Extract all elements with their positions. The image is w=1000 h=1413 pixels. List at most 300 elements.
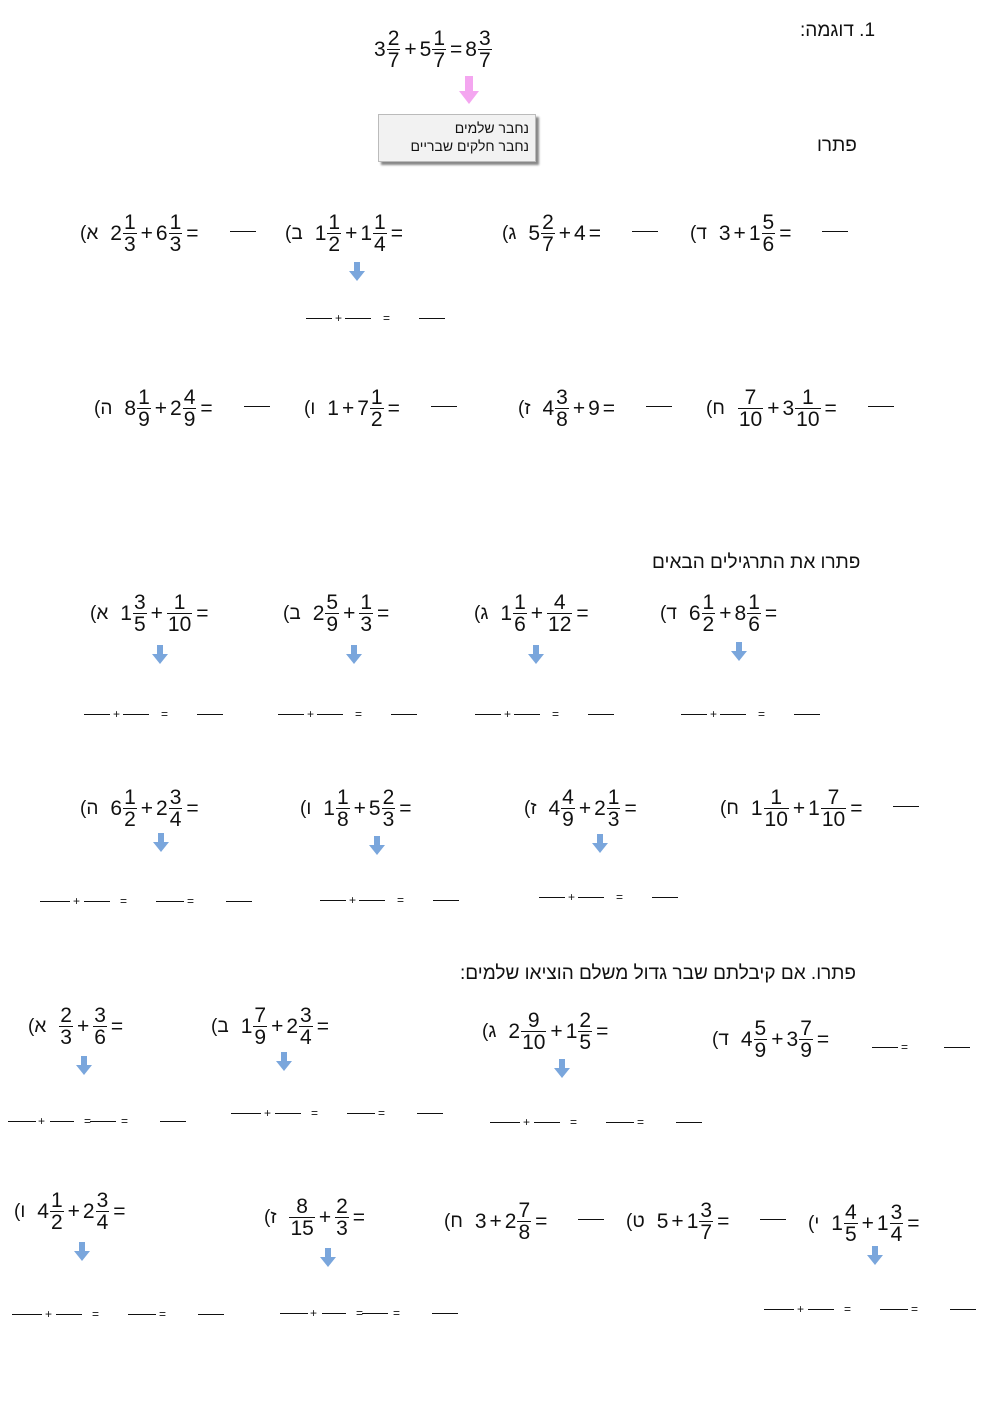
plus-sign: + [38,1114,46,1128]
answer-line [156,901,184,902]
answer-line [123,714,149,715]
work-line-s3j [764,1303,984,1317]
equals-sign: = [637,1115,645,1129]
whole-number: 1 [686,1209,699,1233]
denominator: 3 [382,808,395,831]
denominator: 3 [123,233,136,256]
plus-sign: + [341,396,355,420]
numerator: 1 [328,211,341,234]
s1-exercise-c [502,212,658,255]
plus-sign: + [318,1205,332,1229]
denominator: 4 [300,1026,312,1049]
s2-exercise-g [524,787,640,830]
whole-number: 1 [323,796,335,820]
equals-sign: = [588,221,601,245]
denominator: 4 [96,1211,109,1234]
plus-sign: + [558,221,572,245]
numerator: 2 [387,27,400,50]
denominator: 8 [556,408,568,431]
fraction [183,387,197,430]
s3-exercise-b [211,1005,332,1048]
denominator: 3 [60,1026,72,1049]
fraction [253,1005,267,1048]
answer-line [50,1121,74,1122]
whole-number: 4 [548,796,561,820]
equals-sign: = [200,396,213,420]
s1-exercise-d [690,212,848,255]
fraction [578,1010,592,1053]
whole-number: 2 [594,796,606,820]
plus-sign: + [572,396,586,420]
equals-sign: = [120,894,128,908]
whole-number: 3 [474,1209,487,1233]
fraction [325,592,339,635]
denominator: 7 [478,49,491,72]
answer-blank [230,231,256,232]
whole-number: 2 [504,1209,517,1233]
hint-arrow-icon [346,645,362,665]
numerator: 1 [169,211,182,234]
denominator: 7 [700,1221,713,1244]
numerator: 1 [702,591,715,614]
numerator: 7 [254,1004,267,1027]
denominator: 6 [514,613,526,636]
fraction [747,592,761,635]
answer-blank [632,231,658,232]
exercise-label: א) [90,602,109,624]
exercise-label: ה) [94,397,113,419]
plus-sign: + [67,1199,80,1223]
work-line-s2a [84,708,304,722]
equals-sign: = [758,707,766,721]
plus-sign: + [264,1106,272,1120]
fraction [521,1010,546,1053]
whole-number: 2 [312,601,325,625]
fraction [821,787,846,830]
section3-instruction: פתרו. אם קיבלתם שבר גדול משלם הוציאו שלמים: [460,963,857,984]
whole-number: 1 [750,796,763,820]
equals-sign: = [911,1302,919,1316]
fraction [133,592,147,635]
whole-number: 9 [588,396,600,420]
answer-line [347,1113,375,1114]
hint-arrow-icon [349,262,365,282]
numerator: 2 [60,1004,72,1027]
numerator: 4 [183,386,196,409]
s3-exercise-j [808,1202,923,1245]
equals-sign: = [844,1302,852,1316]
s3-exercise-d [712,1018,832,1061]
equals-sign: = [616,890,624,904]
denominator: 12 [548,613,572,636]
answer-line [280,1313,308,1314]
whole-number: 3 [718,221,731,245]
exercise-label: ו) [304,397,316,419]
work-line-s3c [490,1116,710,1130]
fraction [513,592,527,635]
work-line-s2c [475,708,695,722]
answer-line [720,714,746,715]
whole-number: 2 [156,796,168,820]
equals-sign: = [779,221,792,245]
denominator: 10 [522,1031,546,1054]
exercise-label: ג) [474,602,489,624]
denominator: 6 [748,613,760,636]
numerator: 1 [173,591,186,614]
denominator: 5 [133,613,146,636]
equals-sign: = [901,1040,909,1054]
numerator: 9 [527,1009,540,1032]
denominator: 9 [254,1026,267,1049]
numerator: 7 [744,386,757,409]
fraction [754,1018,768,1061]
whole-number: 4 [37,1199,49,1223]
fraction [547,592,572,635]
equals-sign: = [717,1209,730,1233]
numerator: 3 [96,1189,109,1212]
hint-arrow-icon [74,1242,90,1262]
equals-sign: = [570,1115,578,1129]
exercise-label: א) [28,1015,47,1037]
denominator: 2 [124,808,136,831]
hint-arrow-icon [320,1248,336,1268]
equals-sign: = [352,1205,366,1229]
answer-blank [244,406,270,407]
plus-sign: + [792,796,806,820]
answer-line [808,1309,834,1310]
whole-number: 8 [465,37,477,61]
work-line-s3g [280,1307,500,1321]
whole-number: 1 [876,1211,889,1235]
plus-sign: + [767,396,780,420]
exercise-label: ח) [706,397,725,419]
fraction [299,1005,313,1048]
answer-line [84,901,110,902]
answer-line [128,1314,156,1315]
hint-arrow-icon [867,1246,883,1266]
numerator: 3 [890,1201,903,1224]
numerator: 2 [382,786,395,809]
answer-line [490,1122,520,1123]
equals-sign: = [576,601,589,625]
numerator: 8 [296,1195,308,1218]
fraction [359,592,373,635]
answer-line [231,1113,261,1114]
fraction [93,1005,107,1048]
equals-sign: = [161,707,169,721]
denominator: 4 [169,808,182,831]
fraction [123,787,137,830]
note-line-1: נחבר שלמים [454,120,529,136]
numerator: 4 [844,1201,857,1224]
equals-sign: = [390,221,403,245]
s3-exercise-i [626,1200,786,1243]
answer-line [278,714,304,715]
whole-number: 6 [155,221,168,245]
equals-sign: = [397,893,405,907]
plus-sign: + [797,1302,805,1316]
plus-sign: + [113,707,121,721]
equals-sign: = [535,1209,548,1233]
exercise-label: א) [80,222,99,244]
hint-arrow-icon [152,645,168,665]
equals-sign: = [378,1106,386,1120]
denominator: 5 [579,1031,592,1054]
equals-sign: = [377,601,390,625]
answer-line [320,900,346,901]
answer-line [275,1113,301,1114]
equals-sign: = [356,1306,364,1320]
exercise-header [800,20,875,42]
whole-number: 1 [808,796,820,820]
numerator: 1 [370,386,383,409]
fraction [432,28,446,71]
s3-exercise-h [444,1200,604,1243]
numerator: 1 [433,27,446,50]
plus-sign: + [140,221,153,245]
denominator: 6 [762,233,775,256]
fraction [699,1200,713,1243]
numerator: 1 [770,786,783,809]
answer-line [588,714,614,715]
s2-exercise-b [283,592,392,635]
whole-number: 1 [748,221,761,245]
numerator: 1 [514,591,526,614]
equals-sign: = [824,396,837,420]
s1-exercise-a [80,212,256,255]
answer-line [606,1122,634,1123]
denominator: 2 [702,613,715,636]
whole-number: 2 [110,221,122,245]
fraction [561,787,575,830]
denominator: 6 [94,1026,106,1049]
numerator: 4 [553,591,566,614]
equals-sign: = [110,1014,124,1038]
plus-sign: + [150,601,163,625]
answer-line [359,900,385,901]
example-expression [374,28,493,71]
answer-line [417,1113,443,1114]
numerator: 1 [336,786,349,809]
denominator: 10 [796,408,820,431]
exercise-label: ו) [14,1200,26,1222]
denominator: 9 [183,408,196,431]
plus-sign: + [489,1209,502,1233]
fraction [702,592,716,635]
answer-line [84,714,110,715]
s3-exercise-f [14,1190,129,1233]
hint-arrow-icon [276,1052,292,1072]
answer-line [676,1122,702,1123]
answer-line [317,714,343,715]
equals-sign: = [159,1307,167,1321]
equals-sign: = [450,37,463,61]
numerator: 2 [542,211,554,234]
answer-line [40,901,70,902]
example-note [378,114,536,162]
equals-sign: = [92,1307,100,1321]
answer-line [12,1314,42,1315]
plus-sign: + [771,1027,784,1051]
answer-line [794,714,820,715]
denominator: 3 [360,613,373,636]
s2-exercise-c [474,592,592,635]
fraction [327,212,341,255]
numerator: 7 [518,1199,531,1222]
numerator: 1 [748,591,760,614]
numerator: 3 [556,386,568,409]
numerator: 1 [801,386,814,409]
plus-sign: + [76,1014,90,1038]
s2-exercise-f [300,787,415,830]
plus-sign: + [861,1211,874,1235]
equals-sign: = [393,1306,401,1320]
plus-sign: + [310,1306,318,1320]
s1-exercise-f [304,387,457,430]
exercise-label: ז) [524,797,537,819]
hint-arrow-icon [731,642,747,662]
numerator: 1 [123,211,136,234]
equals-sign: = [186,796,199,820]
fraction [762,212,776,255]
equals-sign: = [850,796,863,820]
section1-instruction: פתרו [817,135,857,156]
fraction [795,387,820,430]
numerator: 3 [133,591,146,614]
exercise-label: ו) [300,797,312,819]
numerator: 1 [124,786,136,809]
hint-arrow-icon [76,1056,92,1076]
numerator: 3 [700,1199,713,1222]
whole-number: 5 [419,37,432,61]
hint-arrow-icon [369,836,385,856]
answer-line [160,1121,186,1122]
plus-sign: + [271,1014,284,1038]
equals-sign: = [596,1019,609,1043]
numerator: 2 [579,1009,592,1032]
s2-exercise-h [720,787,919,830]
plus-sign: + [550,1019,563,1043]
denominator: 9 [800,1039,812,1062]
plus-sign: + [504,707,512,721]
fraction [50,1190,64,1233]
answer-line [534,1122,560,1123]
answer-line [475,714,501,715]
answer-line [322,1313,346,1314]
plus-sign: + [404,37,417,61]
plus-sign: + [343,601,356,625]
fraction [799,1018,813,1061]
equals-sign: = [383,311,391,325]
plus-sign: + [353,796,366,820]
denominator: 2 [328,233,341,256]
answer-line [362,1313,388,1314]
exercise-number: 1. [859,20,876,41]
fraction [289,1196,314,1239]
denominator: 2 [50,1211,63,1234]
denominator: 8 [336,808,349,831]
s3-exercise-g [264,1196,368,1239]
equals-sign: = [113,1199,126,1223]
work-line-s3f [12,1308,232,1322]
exercise-label: ג) [502,222,517,244]
fraction [844,1202,858,1245]
answer-line [306,318,332,319]
whole-number: 3 [782,396,795,420]
answer-line [391,714,417,715]
denominator: 10 [738,408,763,431]
answer-line [8,1121,36,1122]
work-line-s3a [8,1115,228,1129]
answer-blank [760,1219,786,1220]
s3-exercise-a [28,1005,126,1048]
plus-sign: + [733,221,746,245]
hint-arrow-icon [592,834,608,854]
exercise-label: ה) [80,797,99,819]
fraction [123,212,137,255]
answer-line [652,897,678,898]
numerator: 1 [607,786,620,809]
answer-line [433,900,459,901]
answer-blank [578,1219,604,1220]
answer-line [514,714,540,715]
exercise-label: ב) [283,602,301,624]
exercise-label: ב) [285,222,303,244]
plus-sign: + [671,1209,684,1233]
plus-sign: + [154,396,168,420]
whole-number: 2 [170,396,182,420]
equals-sign: = [399,796,412,820]
denominator: 9 [754,1039,767,1062]
equals-sign: = [355,707,363,721]
hint-arrow-icon [153,833,169,853]
fraction [336,787,350,830]
numerator: 1 [50,1189,63,1212]
plus-sign: + [73,894,81,908]
answer-line [197,714,223,715]
denominator: 9 [138,408,150,431]
numerator: 1 [360,591,373,614]
answer-line [432,1313,458,1314]
answer-line [345,318,371,319]
plus-sign: + [710,707,718,721]
s1-exercise-e [94,387,270,430]
denominator: 4 [890,1223,903,1246]
denominator: 10 [167,613,192,636]
work-line-s2e [40,895,260,909]
example-arrow-icon [458,76,480,106]
whole-number: 5 [368,796,381,820]
fraction [59,1005,73,1048]
denominator: 10 [764,808,788,831]
exercise-label: ד) [712,1028,729,1050]
whole-number: 5 [656,1209,669,1233]
denominator: 3 [169,233,182,256]
exercise-label: ח) [444,1210,463,1232]
fraction [738,387,763,430]
fraction [607,787,621,830]
equals-sign: = [316,1014,329,1038]
whole-number: 6 [688,601,701,625]
s2-exercise-a [90,592,212,635]
exercise-label: ט) [626,1210,645,1232]
answer-line [681,714,707,715]
whole-number: 8 [124,396,137,420]
fraction [370,387,384,430]
whole-number: 1 [565,1019,578,1043]
plus-sign: + [335,311,343,325]
fraction [555,387,569,430]
